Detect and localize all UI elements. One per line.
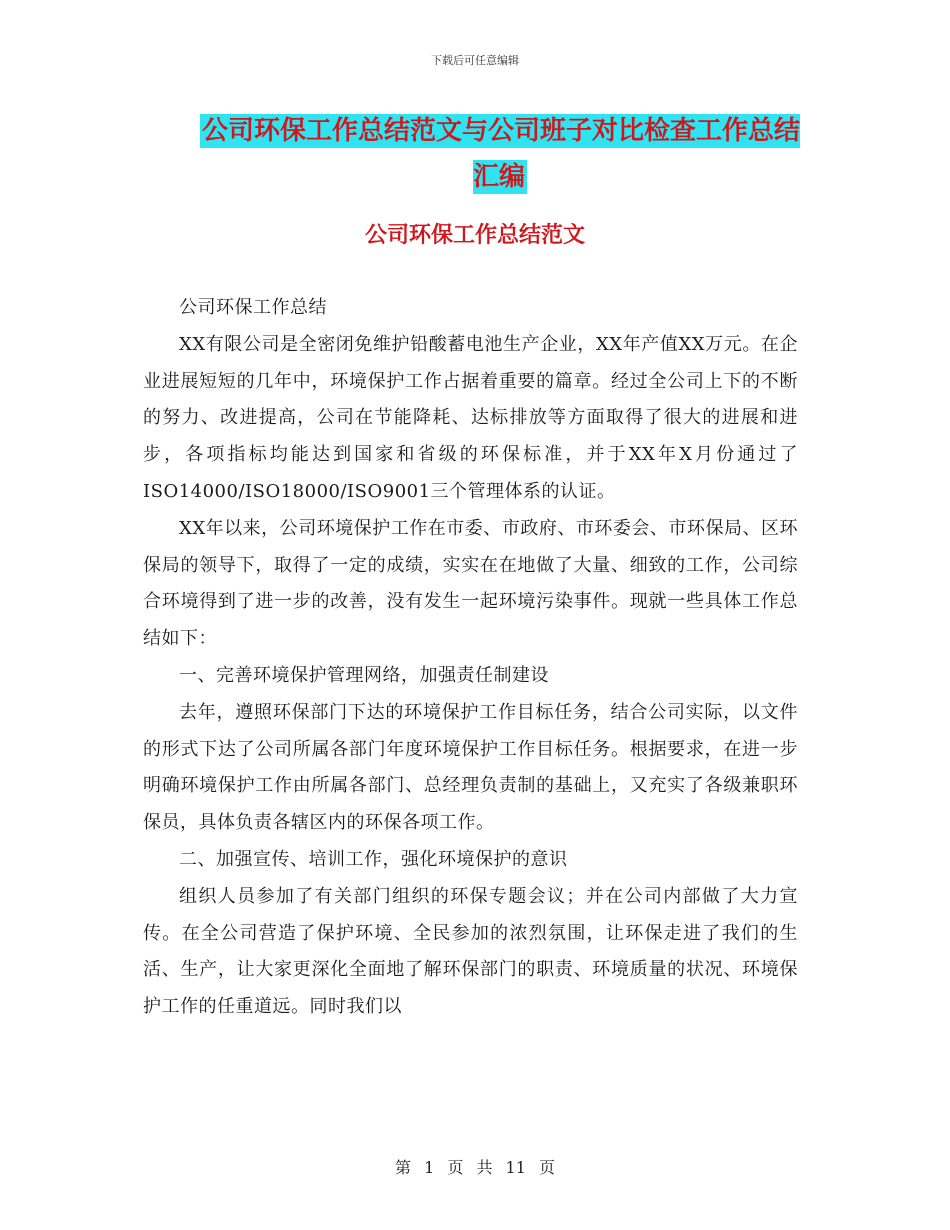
- paragraph-subtitle: 公司环保工作总结: [179, 297, 327, 318]
- paragraph: 组织人员参加了有关部门组织的环保专题会议；并在公司内部做了大力宣传。在全公司营造了保护环境、全民参加的浓烈氛围，让环保走进了我们的生活、生产，让大家更深化全面地了解环保部门的职责、环境质量的状况、环境保护工作的任重道远。同时我们以: [143, 885, 798, 1018]
- paragraph-heading: 二、加强宣传、培训工作，强化环境保护的意识: [179, 848, 568, 870]
- paragraph: XX有限公司是全密闭免维护铅酸蓄电池生产企业，XX年产值XX万元。在企业进展短短的几年中，环境保护工作占据着重要的篇章。经过全公司上下的不断的努力、改进提高，公司在节能降耗、达标排放等方面取得了很大的进展和进步，各项指标均能达到国家和省级的环保标准，并于XX年X月份通过了ISO14000/ISO18000/ISO9001三个管理体系的认证。: [143, 333, 798, 502]
- document-title-text: 公司环保工作总结范文与公司班子对比检查工作总结汇编: [201, 116, 800, 192]
- paragraph: XX年以来，公司环境保护工作在市委、市政府、市环委会、市环保局、区环保局的领导下，取得了一定的成绩，实实在在地做了大量、细致的工作，公司综合环境得到了进一步的改善，没有发生一起环境污染事件。现就一些具体工作总结如下：: [143, 517, 798, 650]
- paragraph: 去年，遵照环保部门下达的环境保护工作目标任务，结合公司实际，以文件的形式下达了公司所属各部门年度环境保护工作目标任务。根据要求，在进一步明确环境保护工作由所属各部门、总经理负责制的基础上，又充实了各级兼职环保员，具体负责各辖区内的环保各项工作。: [143, 701, 798, 834]
- document-body: [143, 290, 798, 1026]
- page-number: 第 1 页 共 11 页: [395, 1158, 555, 1177]
- header-note: 下载后可任意编辑: [431, 54, 519, 67]
- section-title: 公司环保工作总结范文: [364, 223, 585, 248]
- document-title: [190, 108, 810, 200]
- paragraph-heading: 一、完善环境保护管理网络，加强责任制建设: [179, 664, 549, 686]
